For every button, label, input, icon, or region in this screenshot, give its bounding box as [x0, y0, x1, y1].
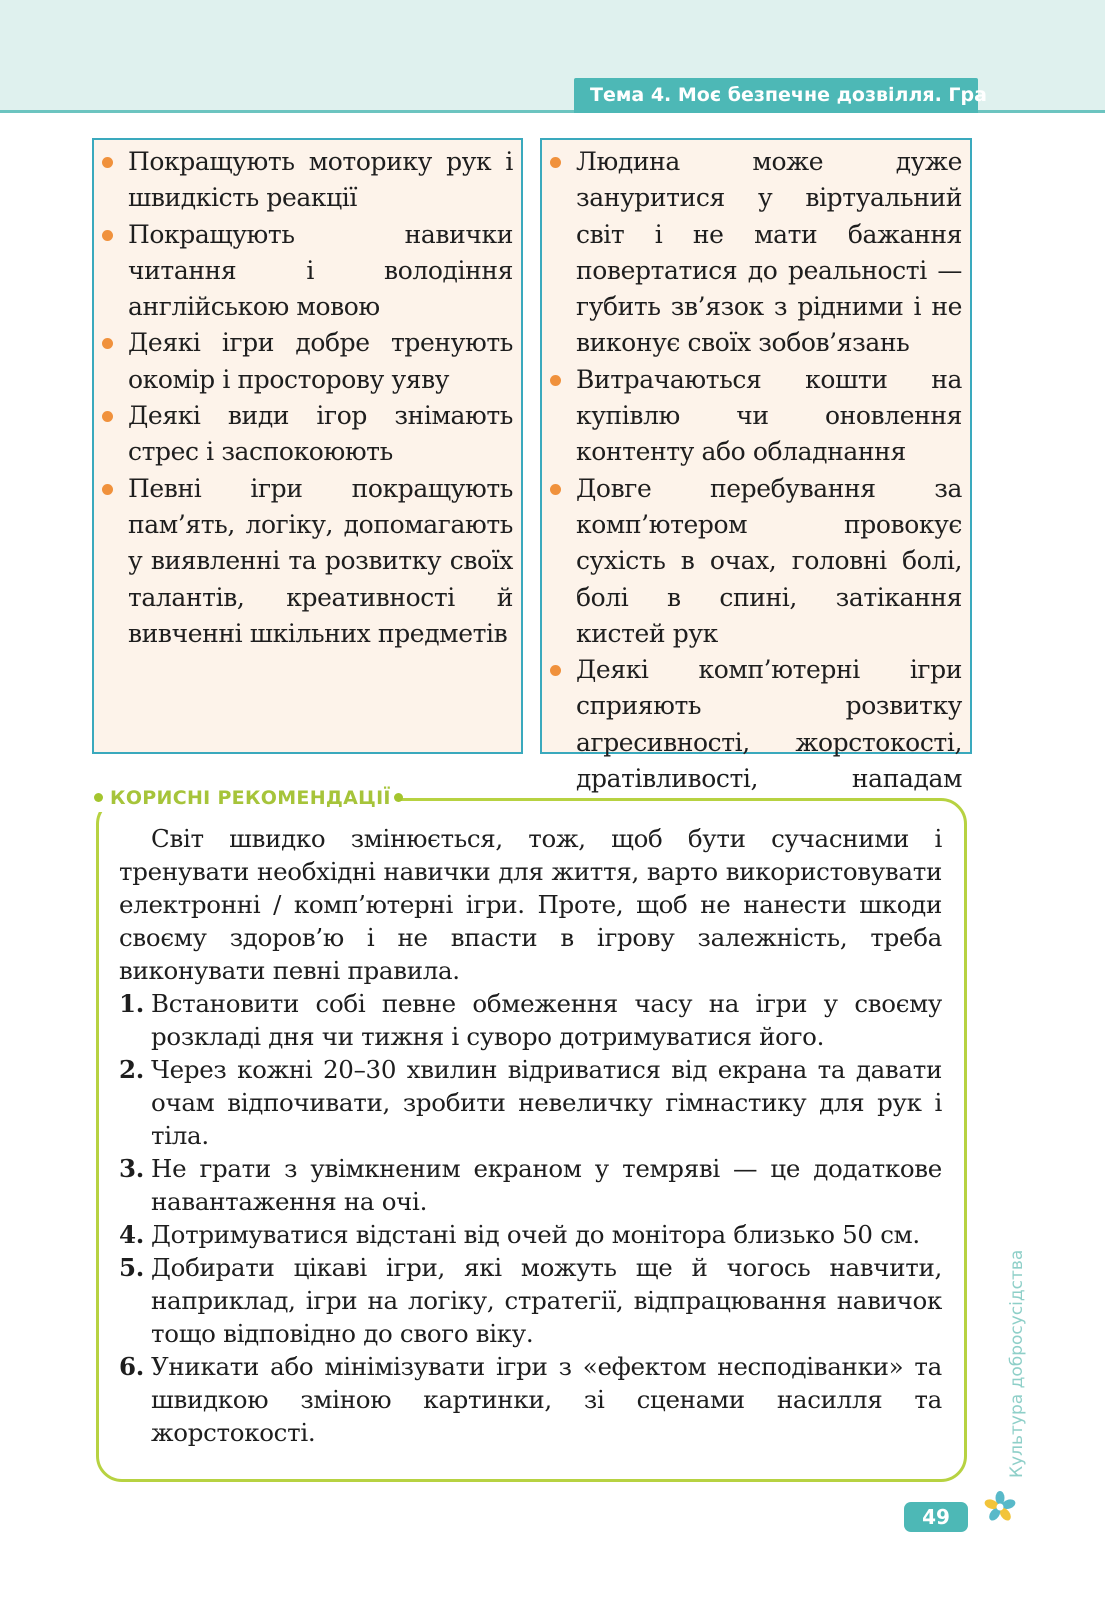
rule-item: [119, 1251, 942, 1350]
rule-text: Через кожні 20–30 хвилин відриватися від екрана та давати очам відпочивати, зробити невеличку гімнастику для рук і тіла.: [151, 1055, 942, 1150]
advantages-box: [92, 138, 523, 754]
bullet-icon: [550, 484, 561, 495]
rule-number: 2.: [119, 1055, 144, 1084]
advantages-list: [102, 144, 513, 652]
page-number: 49: [904, 1502, 968, 1532]
dot-icon: [394, 793, 403, 802]
rule-number: 4.: [119, 1220, 144, 1249]
list-item-text: Довге перебування за комп’ютером провокує сухість в очах, головні болі, болі в спині, затікання кистей рук: [576, 473, 962, 648]
bullet-icon: [102, 157, 113, 168]
bullet-icon: [102, 230, 113, 241]
rules-list: [119, 987, 942, 1449]
bullet-icon: [550, 157, 561, 168]
recommendations-intro: Світ швидко змінюється, тож, щоб бути сучасними і тренувати необхідні навички для життя, варто використовувати електронні / комп’ютерні ігри. Проте, щоб не нанести шкоди своєму здоров’ю і не впасти в ігрову залежність, треба виконувати певні правила.: [119, 824, 942, 985]
list-item: [102, 398, 513, 471]
dot-icon: [94, 793, 103, 802]
list-item-text: Певні ігри покращують пам’ять, логіку, допомагають у виявленні та розвитку своїх талантів, креативності й вивченні шкільних предметів: [128, 473, 513, 648]
list-item-text: Людина може дуже зануритися у віртуальний світ і не мати бажання повертатися до реальності — губить зв’язок з рідними і не виконує своїх зобов’язань: [576, 147, 962, 358]
list-item-text: Деякі ігри добре тренують окомір і просторову уяву: [128, 328, 513, 394]
rule-item: [119, 1053, 942, 1152]
list-item-text: Деякі комп’ютерні ігри сприяють розвитку агресивності, жорстокості, дратівливості, нападам: [576, 655, 962, 794]
rule-text: Уникати або мінімізувати ігри з «ефектом несподіванки» та швидкою зміною картинки, зі сценами насилля та жорстокості.: [151, 1352, 942, 1447]
side-section-title: Культура добросусідства: [1007, 1249, 1027, 1478]
disadvantages-box: [540, 138, 972, 794]
bullet-icon: [102, 411, 113, 422]
rule-number: 3.: [119, 1154, 144, 1183]
list-item: [102, 325, 513, 398]
bullet-icon: [550, 375, 561, 386]
rule-text: Добирати цікаві ігри, які можуть ще й чогось навчити, наприклад, ігри на логіку, стратегії, відпрацювання навичок тощо відповідно до свого віку.: [151, 1253, 942, 1348]
rule-number: 6.: [119, 1352, 144, 1381]
recommendations-title: КОРИСНІ РЕКОМЕНДАЦІЇ: [110, 787, 391, 809]
rule-text: Не грати з увімкненим екраном у темряві — це додаткове навантаження на очі.: [151, 1154, 942, 1216]
rule-text: Встановити собі певне обмеження часу на ігри у своєму розкладі дня чи тижня і суворо дотримуватися його.: [151, 989, 942, 1051]
rule-item: [119, 1152, 942, 1218]
list-item-text: Покращують навички читання і володіння англійською мовою: [128, 219, 513, 322]
list-item-text: Витрачаються кошти на купівлю чи оновлення контенту або обладнання: [576, 364, 962, 467]
rule-text: Дотримуватися відстані від очей до монітора близько 50 см.: [151, 1220, 920, 1249]
flower-icon: [983, 1490, 1017, 1524]
list-item: [102, 144, 513, 217]
list-item: [550, 144, 962, 362]
bullet-icon: [102, 338, 113, 349]
bullet-icon: [102, 484, 113, 495]
list-item-text: Покращують моторику рук і швидкість реакції: [128, 147, 513, 213]
rule-item: [119, 1218, 942, 1251]
list-item: [102, 217, 513, 326]
bullet-icon: [550, 665, 561, 676]
topic-title: Тема 4. Моє безпечне дозвілля. Гра: [574, 78, 978, 113]
disadvantages-list: [550, 144, 962, 834]
rule-item: [119, 1350, 942, 1449]
list-item: [550, 471, 962, 652]
recommendations-body: [119, 822, 942, 1449]
list-item: [102, 471, 513, 652]
rule-number: 5.: [119, 1253, 144, 1282]
recommendations-header: [88, 784, 401, 812]
rule-number: 1.: [119, 989, 144, 1018]
rule-item: [119, 987, 942, 1053]
list-item-text: Деякі види ігор знімають стрес і заспокоюють: [128, 401, 513, 467]
list-item: [550, 362, 962, 471]
